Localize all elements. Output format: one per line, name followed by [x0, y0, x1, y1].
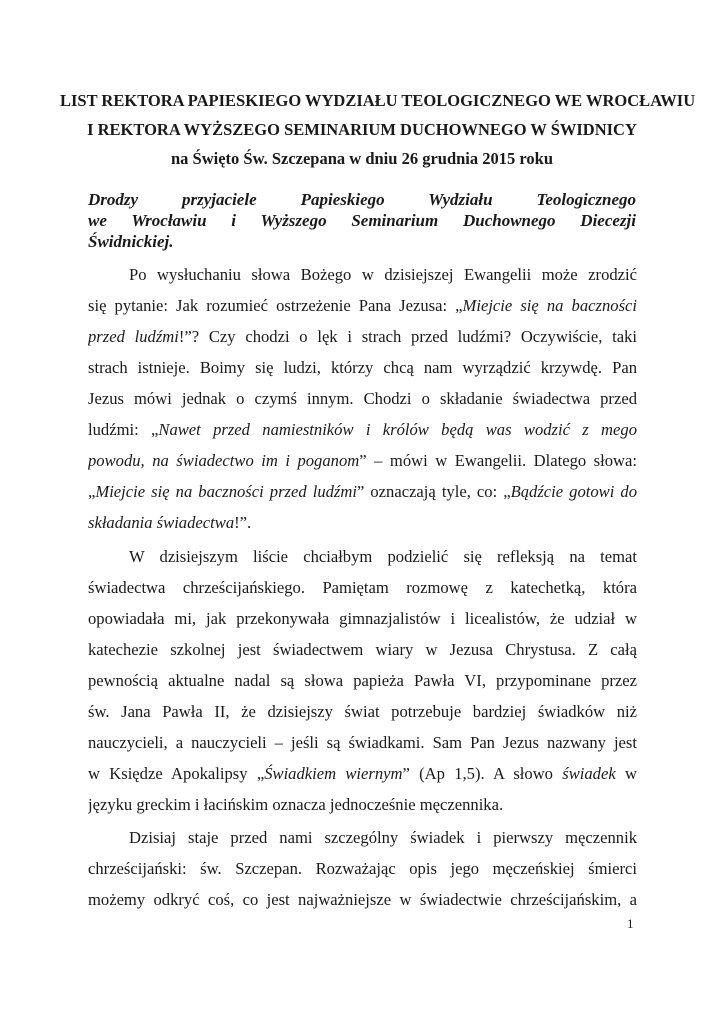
quote-run: przed ludźmi — [88, 327, 179, 346]
paragraph-line: świadectwa chrześcijańskiego. Pamiętam rozmowę z katechetką, która — [88, 578, 637, 597]
paragraph-2 — [88, 541, 637, 820]
text-run: ” – mówi w Ewangelii. Dlatego słowa: — [359, 451, 637, 470]
paragraph-line — [88, 414, 637, 445]
paragraph-1 — [88, 259, 637, 538]
paragraph-line: katechezie szkolnej jest świadectwem wiary w Jezusa Chrystusa. Z całą — [88, 640, 637, 659]
quote-run: Świadkiem wiernym — [264, 764, 403, 783]
paragraph-line — [88, 321, 637, 352]
paragraph-line: Dzisiaj staje przed nami szczególny świadek i pierwszy męczennik — [129, 828, 637, 847]
paragraph-line — [88, 476, 637, 507]
text-run: w Księdze Apokalipsy „ — [88, 764, 265, 783]
paragraph-line — [88, 507, 637, 538]
text-run: ludźmi: „ — [88, 420, 159, 439]
paragraph-line: pewnością aktualne nadal są słowa papieża Pawła VI, przypominane przez — [88, 671, 637, 690]
paragraph-line: Po wysłuchaniu słowa Bożego w dzisiejszej Ewangelii może zrodzić — [129, 265, 637, 284]
page-number: 1 — [627, 916, 634, 931]
text-run: się pytanie: Jak rozumieć ostrzeżenie Pana Jezusa: „ — [88, 296, 463, 315]
quote-run: Nawet przed namiestników i królów będą was wodzić z mego — [158, 420, 637, 439]
greeting-line-3: Świdnickiej. — [88, 232, 174, 251]
quote-run: składania świadectwa — [88, 513, 235, 532]
title-line-2: I REKTORA WYŻSZEGO SEMINARIUM DUCHOWNEGO W ŚWIDNICY — [87, 120, 637, 139]
paragraph-line: języku greckim i łacińskim oznacza jednocześnie męczennika. — [88, 795, 504, 814]
quote-run: Miejcie się na baczności przed ludźmi — [95, 482, 357, 501]
paragraph-line: strach istnieje. Boimy się ludzi, którzy chcą nam wyrządzić krzywdę. Pan — [88, 358, 637, 377]
title-line-1: LIST REKTORA PAPIESKIEGO WYDZIAŁU TEOLOGICZNEGO WE WROCŁAWIU — [60, 91, 696, 110]
quote-run: powodu, na świadectwo im i poganom — [88, 451, 360, 470]
title-line-3: na Święto Św. Szczepana w dniu 26 grudnia 2015 roku — [170, 149, 554, 168]
text-run: ” (Ap 1,5). A słowo — [402, 764, 563, 783]
paragraph-line: nauczycieli, a nauczycieli – jeśli są świadkami. Sam Pan Jezus nazwany jest — [88, 733, 637, 752]
text-run: ” oznaczają tyle, co: „ — [356, 482, 511, 501]
letter-title — [60, 86, 696, 173]
paragraph-line — [88, 290, 637, 321]
paragraph-line — [88, 758, 637, 789]
paragraph-line: chrześcijański: św. Szczepan. Rozważając opis jego męczeńskiej śmierci — [88, 859, 637, 878]
text-run: !”. — [234, 513, 252, 532]
quote-run: Bądźcie gotowi do — [510, 482, 637, 501]
paragraph-line: możemy odkryć coś, co jest najważniejsze w świadectwie chrześcijańskim, a — [88, 890, 637, 909]
text-run: !”? Czy chodzi o lęk i strach przed ludźmi? Oczywiście, taki — [178, 327, 637, 346]
paragraph-line: Jezus mówi jednak o czymś innym. Chodzi o składanie świadectwa przed — [88, 389, 637, 408]
paragraph-3 — [88, 822, 637, 915]
paragraph-line: W dzisiejszym liście chciałbym podzielić się refleksją na temat — [129, 547, 637, 566]
quote-run: Miejcie się na baczności — [462, 296, 637, 315]
quote-run: świadek — [562, 764, 616, 783]
paragraph-line: św. Jana Pawła II, że dzisiejszy świat potrzebuje bardziej świadków niż — [88, 702, 637, 721]
text-run: „ — [88, 482, 96, 501]
greeting — [88, 189, 636, 252]
paragraph-line: opowiadała mi, jak przekonywała gimnazjalistów i licealistów, że udział w — [88, 609, 637, 628]
greeting-line-2: we Wrocławiu i Wyższego Seminarium Duchownego Diecezji — [88, 211, 636, 230]
paragraph-line — [88, 445, 637, 476]
text-run: w — [615, 764, 637, 783]
greeting-line-1: Drodzy przyjaciele Papieskiego Wydziału Teologicznego — [88, 190, 636, 209]
